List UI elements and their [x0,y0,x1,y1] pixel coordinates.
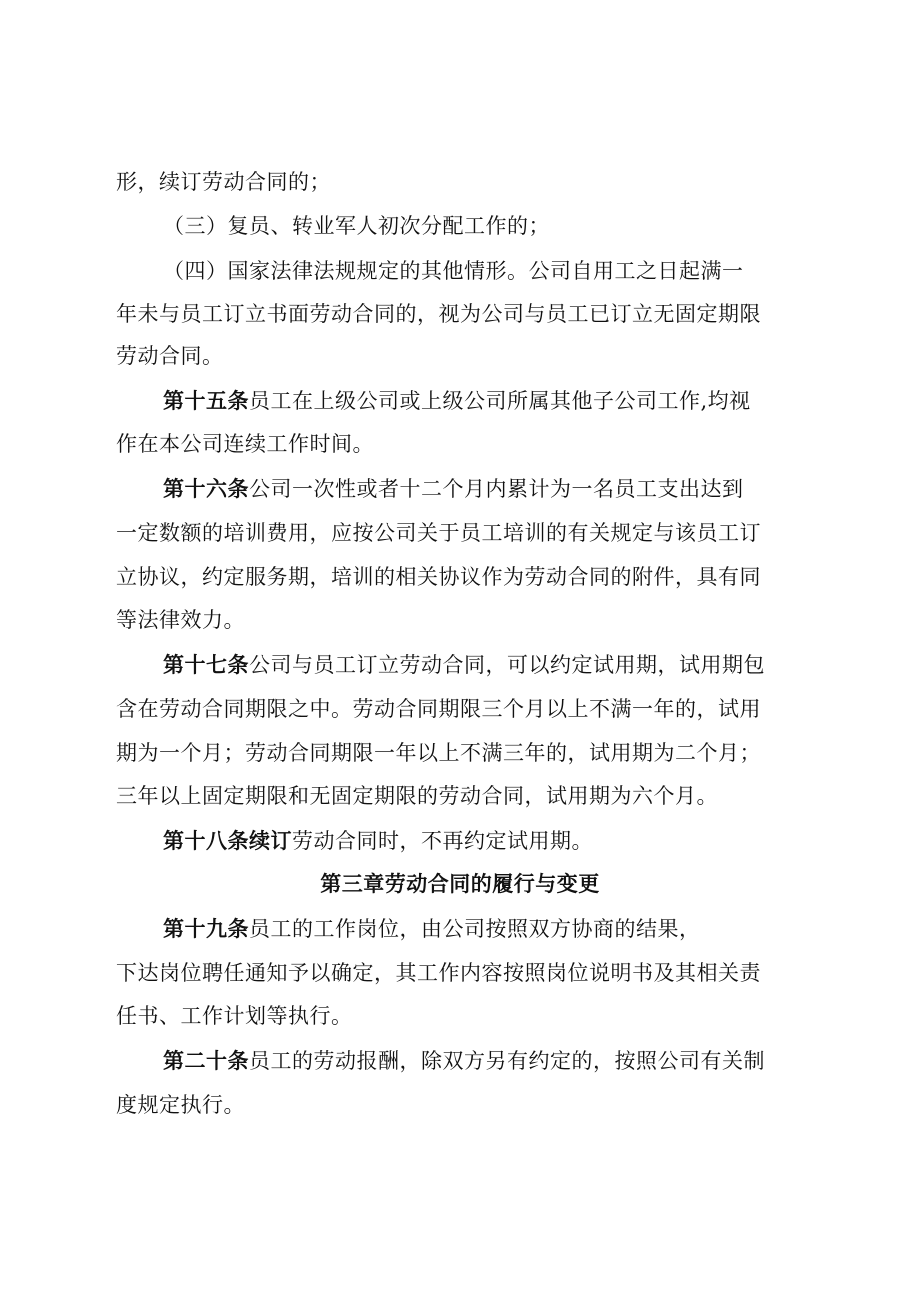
article-title: 第十七条 [163,652,249,677]
article-title: 第十九条 [163,916,249,941]
paragraph-line: 劳动合同。 [116,344,224,368]
paragraph-line: 度规定执行。 [116,1093,245,1117]
article-text: 员工的劳动报酬，除双方另有约定的，按照公司有关制 [249,1049,765,1073]
article-16 [163,474,816,504]
article-title: 第十六条 [163,476,249,501]
article-17 [163,650,816,680]
paragraph-line: 形，续订劳动合同的； [116,170,331,194]
paragraph-line: 年未与员工订立书面劳动合同的，视为公司与员工已订立无固定期限 [116,302,761,326]
article-text: 员工在上级公司或上级公司所属其他子公司工作,均视 [249,389,751,413]
article-title: 第二十条 [163,1048,249,1073]
paragraph-line: 下达岗位聘任通知予以确定，其工作内容按照岗位说明书及其相关责 [116,961,761,985]
article-19 [163,914,816,944]
article-15 [163,386,816,416]
paragraph-line: 任书、工作计划等执行。 [116,1004,353,1028]
article-20 [163,1046,816,1076]
article-text: 公司一次性或者十二个月内累计为一名员工支出达到 [249,477,744,501]
paragraph-line: 作在本公司连续工作时间。 [116,432,374,456]
article-text: 员工的工作岗位，由公司按照双方协商的结果， [249,917,701,941]
paragraph-line: 期为一个月；劳动合同期限一年以上不满三年的，试用期为二个月； [116,741,761,765]
clause-item-3: （三）复员、转业军人初次分配工作的； [163,214,550,238]
chapter-heading: 第三章劳动合同的履行与变更 [320,871,600,896]
article-text: 劳动合同时，不再约定试用期。 [292,829,593,853]
paragraph-line: 含在劳动合同期限之中。劳动合同期限三个月以上不满一年的，试用 [116,697,761,721]
paragraph-line: 等法律效力。 [116,608,245,632]
paragraph-line: 立协议，约定服务期，培训的相关协议作为劳动合同的附件，具有同 [116,565,761,589]
paragraph-line: 一定数额的培训费用，应按公司关于员工培训的有关规定与该员工订 [116,521,761,545]
article-18 [163,826,816,856]
article-text: 公司与员工订立劳动合同，可以约定试用期，试用期包 [249,653,765,677]
article-title: 第十五条 [163,388,249,413]
article-title: 第十八条续订 [163,828,292,853]
clause-item-4: （四）国家法律法规规定的其他情形。公司自用工之日起满一 [163,259,744,283]
paragraph-line: 三年以上固定期限和无固定期限的劳动合同，试用期为六个月。 [116,784,718,808]
